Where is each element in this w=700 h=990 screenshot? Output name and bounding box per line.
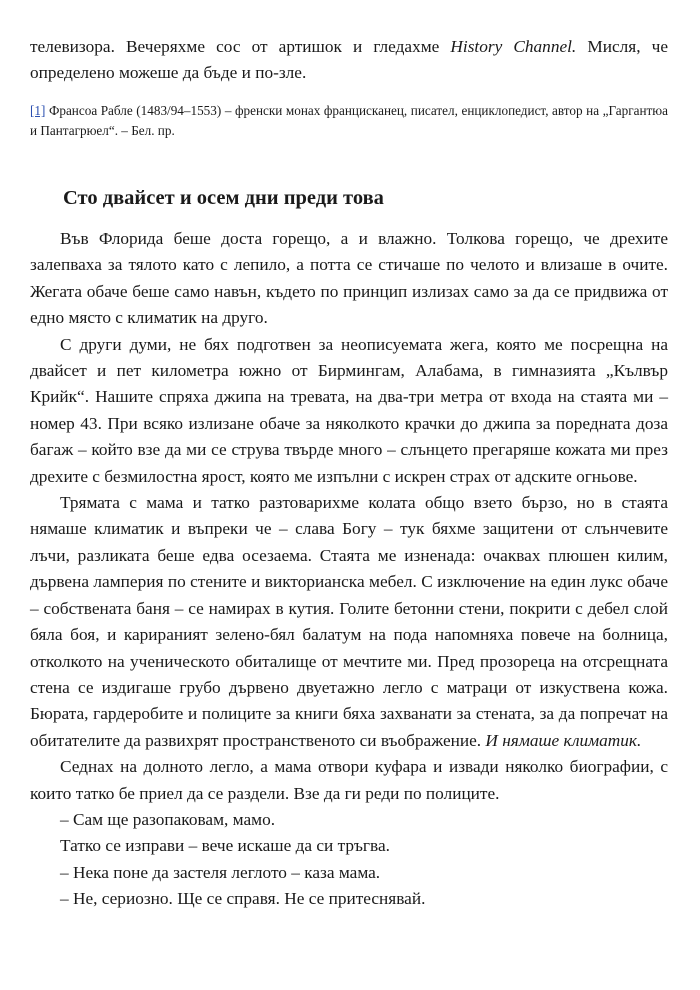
chapter-heading: Сто двайсет и осем дни преди това bbox=[63, 187, 384, 209]
paragraph bbox=[30, 490, 668, 754]
dialogue-line: – Сам ще разопаковам, мамо. bbox=[60, 809, 276, 829]
footnote bbox=[30, 101, 668, 140]
footnote-marker-link[interactable]: [1] bbox=[30, 103, 46, 118]
continuation-paragraph bbox=[30, 34, 668, 87]
dialogue-line: – Не, сериозно. Ще се справя. Не се притеснявай. bbox=[60, 889, 426, 909]
paragraph: Седнах на долното легло, а мама отвори куфара и извади няколко биографии, с които татко бе приел да се раздели. Взе да ги реди по полиците. bbox=[30, 757, 668, 803]
paragraph-text: Трямата с мама и татко разтоварихме колата общо взето бързо, но в стаята нямаше климатик и въпреки че – слава Богу – тук бяхме защитени от слънчевите лъчи, разликата беше едва осезаема. Стаята ме изненада: очаквах плюшен килим, дървена ламперия по стените и викторианска мебел. С изключение на един лукс обаче – собствената баня – се намирах в кутия. Голите бетонни стени, покрити с дебел слой бяла боя, и карираният зелено-бял балатум на пода напомняха повече на болница, отколкото на ученическото обиталище от мечтите ми. Пред прозореца на отсрещната стена се издигаше грубо дървено двуетажно легло с матраци от изкуствена кожа. Бюрата, гардеробите и полиците за книги бяха захванати за стената, за да попречат на обитателите да развихрят пространственото си въображение. bbox=[30, 493, 668, 750]
dialogue-line: – Нека поне да застеля леглото – каза мама. bbox=[60, 862, 381, 882]
footnote-text: Франсоа Рабле (1483/94–1553) – френски монах францисканец, писател, енциклопедист, автор на „Гаргантюа и Пантагрюел“. – Бел. пр. bbox=[30, 103, 668, 138]
paragraph: С други думи, не бях подготвен за неописуемата жега, която ме посрещна на двайсет и пет километра южно от Бирмингам, Алабама, в гимназията „Кълвър Крийк“. Нашите спряха джипа на тревата, на два-три метра от входа на стаята ми – номер 43. При всяко излизане обаче за няколкото крачки до джипа за поредната доза багаж – който взе да ми се струва твърде много – слънцето прегаряше кожата ми през дрехите с безмилостна ярост, която ме изпълни с искрен страх от адските огньове. bbox=[30, 334, 668, 486]
chapter-body bbox=[30, 226, 668, 913]
continuation-text-end: Мисля, че определено можеше да бъде и по-зле. bbox=[30, 37, 668, 83]
continuation-italic: History Channel. bbox=[450, 37, 577, 56]
paragraph-italic: И нямаше климатик. bbox=[485, 730, 642, 750]
paragraph: Във Флорида беше доста горещо, а и влажно. Толкова горещо, че дрехите залепваха за тялото като с лепило, а потта се стичаше по челото и влизаше в очите. Жегата обаче беше само навън, където по принцип излизах само за да се придвижа от едно място с климатик на друго. bbox=[30, 229, 668, 328]
paragraph: Татко се изправи – вече искаше да си тръгва. bbox=[60, 836, 390, 856]
continuation-text-start: телевизора. Вечеряхме сос от артишок и гледахме bbox=[30, 37, 451, 56]
continuation-text bbox=[30, 34, 668, 87]
